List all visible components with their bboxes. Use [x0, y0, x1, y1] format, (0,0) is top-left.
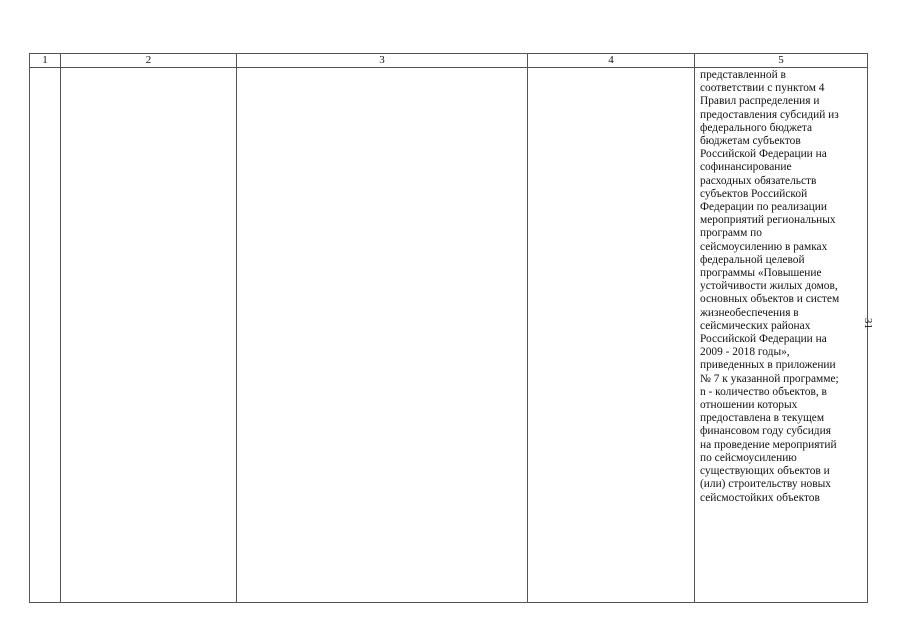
cell-col5-line: приведенных в приложении [700, 359, 836, 372]
cell-col5-line: Российской Федерации на [700, 148, 827, 161]
cell-col5-line: сейсмоусилению в рамках [700, 240, 828, 253]
cell-col5-line: финансовом году субсидия [700, 425, 831, 438]
cell-col5-line: существующих объектов и [700, 465, 830, 478]
cell-col5 [695, 68, 868, 603]
cell-col5-text [700, 69, 864, 505]
cell-col5-line: бюджетам субъектов [700, 135, 801, 148]
cell-col5-line: расходных обязательств [700, 174, 817, 187]
header-row [30, 54, 868, 68]
cell-col5-line: № 7 к указанной программе; [700, 372, 839, 385]
cell-col1 [30, 68, 61, 603]
cell-col5-line: по сейсмоусилению [700, 451, 797, 464]
cell-col5-line: программы «Повышение [700, 267, 822, 280]
cell-col5-line: федеральной целевой [700, 253, 805, 266]
header-cell-2: 2 [61, 54, 237, 68]
header-cell-5: 5 [695, 54, 868, 68]
cell-col5-line: жизнеобеспечения в [700, 306, 799, 319]
cell-col5-line: соответствии с пунктом 4 [700, 82, 825, 95]
cell-col5-line: предоставлена в текущем [700, 412, 825, 425]
page-number: 31 [862, 318, 874, 329]
cell-col5-line: сейсмических районах [700, 319, 811, 332]
table-row [30, 68, 868, 603]
header-cell-3: 3 [237, 54, 528, 68]
cell-col5-line: предоставления субсидий из [700, 108, 839, 121]
cell-col5-line: субъектов Российской [700, 187, 808, 200]
header-cell-4: 4 [528, 54, 695, 68]
cell-col5-line: основных объектов и систем [700, 293, 840, 306]
cell-col5-line: (или) строительству новых [700, 478, 831, 491]
cell-col5-line: n - количество объектов, в [700, 385, 827, 398]
cell-col2 [61, 68, 237, 603]
cell-col5-line: представленной в [700, 69, 786, 81]
cell-col5-line: софинансирование [700, 161, 792, 174]
cell-col5-line: программ по [700, 227, 762, 240]
cell-col5-line: отношении которых [700, 399, 798, 412]
document-table [29, 53, 868, 603]
cell-col5-line: устойчивости жилых домов, [700, 280, 838, 293]
cell-col5-line: Правил распределения и [700, 95, 820, 108]
cell-col3 [237, 68, 528, 603]
cell-col5-line: сейсмостойких объектов [700, 491, 820, 504]
cell-col4 [528, 68, 695, 603]
cell-col5-line: на проведение мероприятий [700, 438, 837, 451]
header-cell-1: 1 [30, 54, 61, 68]
cell-col5-line: мероприятий региональных [700, 214, 836, 227]
cell-col5-line: Российской Федерации на [700, 333, 827, 346]
cell-col5-line: 2009 - 2018 годы», [700, 346, 790, 359]
cell-col5-line: Федерации по реализации [700, 201, 827, 214]
cell-col5-line: федерального бюджета [700, 121, 813, 134]
